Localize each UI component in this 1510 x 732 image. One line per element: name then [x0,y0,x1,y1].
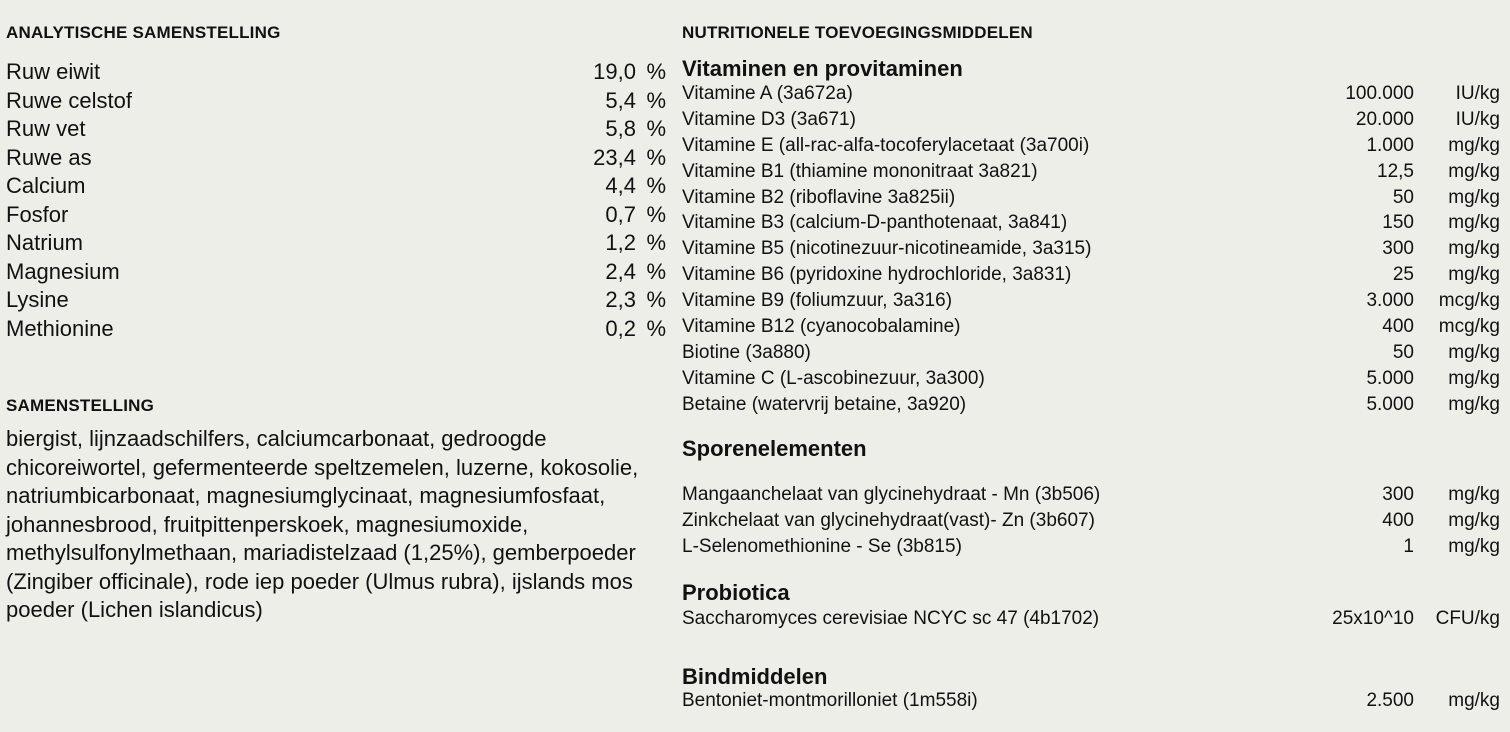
row-label: Betaine (watervrij betaine, 3a920) [682,393,967,415]
row-unit: IU/kg [1455,83,1500,104]
trace-elements-title: Sporenelementen [682,436,867,461]
row-unit: % [646,59,666,84]
row-unit: mg/kg [1448,509,1500,531]
row-label: L-Selenomethionine - Se (3b815) [682,535,962,557]
row-value: 5.000 [1366,367,1414,389]
row-value: 150 [1382,212,1414,234]
table-row [6,115,666,144]
row-value: 1.000 [1366,134,1414,156]
table-row [6,286,666,315]
row-unit: mg/kg [1448,212,1500,234]
row-value: 300 [1382,484,1414,505]
row-value: 100.000 [1345,83,1414,104]
row-unit: mg/kg [1448,484,1500,505]
row-label: Vitamine B1 (thiamine mononitraat 3a821) [682,160,1038,182]
row-label: Magnesium [6,258,120,284]
row-label: Saccharomyces cerevisiae NCYC sc 47 (4b1702) [682,608,1100,629]
row-unit: mg/kg [1448,367,1500,389]
table-row [682,262,1500,288]
row-value: 5,4 [605,87,636,113]
row-unit: % [646,201,666,227]
row-value: 5.000 [1366,393,1414,415]
table-row [682,688,1500,714]
table-row [6,258,666,287]
probiotics-title: Probiotica [682,580,790,605]
row-value: 4,4 [605,173,636,198]
additives-title: NUTRITIONELE TOEVOEGINGSMIDDELEN [682,23,1033,42]
row-value: 3.000 [1366,290,1414,312]
table-row [682,606,1500,632]
row-label: Vitamine D3 (3a671) [682,108,856,130]
table-row [6,58,666,87]
row-label: Fosfor [6,201,69,227]
row-unit: % [646,258,666,284]
probiotics-table [682,606,1500,632]
table-row [682,107,1500,133]
analytical-table [6,58,666,343]
row-unit: mg/kg [1448,393,1500,415]
composition-text: biergist, lijnzaadschilfers, calciumcarbonaat, gedroogde chicoreiwortel, gefermenteerde speltzemelen, luzerne, kokosolie, natriumbicarbonaat, magnesiumglycinaat, magnesiumfosfaat, johannesbrood, fruitpittenperskoek, magnesiumoxide, methylsulfonylmethaan, mariadistelzaad (1,25%), gemberpoeder (Zingiber officinale), rode iep poeder (Ulmus rubra), ijslands mos poeder (Lichen islandicus) [6,426,639,622]
table-row [682,133,1500,159]
row-label: Vitamine E (all-rac-alfa-tocoferylacetaat (3a700i) [682,134,1090,156]
vitamins-title: Vitaminen en provitaminen [682,56,963,81]
table-row [6,201,666,230]
row-label: Vitamine B6 (pyridoxine hydrochloride, 3a831) [682,264,1072,286]
row-unit: % [646,144,666,170]
row-label: Ruw vet [6,116,86,141]
row-label: Methionine [6,315,114,341]
table-row [682,159,1500,185]
table-row [682,534,1500,560]
binders-table [682,688,1500,714]
table-row [6,229,666,258]
row-label: Bentoniet-montmorilloniet (1m558i) [682,690,978,711]
row-unit: % [646,287,666,312]
table-row [6,144,666,173]
row-unit: % [646,173,666,198]
row-unit: mg/kg [1448,134,1500,156]
row-value: 25 [1392,264,1414,286]
row-unit: IU/kg [1455,108,1500,130]
table-row [682,482,1500,508]
table-row [682,81,1500,107]
row-label: Vitamine B9 (foliumzuur, 3a316) [682,290,953,312]
row-unit: mg/kg [1448,238,1500,260]
row-value: 12,5 [1377,160,1414,182]
row-label: Lysine [6,287,69,312]
row-value: 20.000 [1355,108,1414,130]
row-label: Natrium [6,230,84,255]
row-unit: mg/kg [1448,160,1500,182]
table-row [6,315,666,344]
table-row [682,314,1500,340]
vitamins-table [682,81,1500,418]
row-value: 25x10^10 [1332,608,1414,629]
row-value: 400 [1382,509,1414,531]
row-label: Ruwe celstof [6,87,132,113]
row-unit: mg/kg [1448,341,1500,363]
table-row [682,392,1500,418]
row-value: 300 [1382,238,1414,260]
table-row [682,508,1500,534]
row-label: Vitamine A (3a672a) [682,83,853,104]
table-row [682,210,1500,236]
row-value: 2.500 [1366,690,1414,711]
row-value: 23,4 [593,144,636,170]
row-unit: CFU/kg [1435,608,1500,629]
analytical-title: ANALYTISCHE SAMENSTELLING [6,23,281,42]
row-label: Zinkchelaat van glycinehydraat(vast)- Zn (3b607) [682,509,1095,531]
row-value: 0,7 [605,201,636,227]
table-row [682,185,1500,211]
row-value: 1,2 [605,230,636,255]
row-label: Mangaanchelaat van glycinehydraat - Mn (3b506) [682,484,1101,505]
row-label: Vitamine C (L-ascobinezuur, 3a300) [682,367,985,389]
row-value: 5,8 [605,116,636,141]
row-value: 2,3 [605,287,636,312]
row-unit: % [646,315,666,341]
row-unit: % [646,116,666,141]
row-value: 19,0 [593,59,636,84]
row-unit: mg/kg [1448,535,1500,557]
row-unit: mg/kg [1448,186,1500,208]
row-unit: mg/kg [1448,690,1500,711]
row-value: 2,4 [605,258,636,284]
composition-title: SAMENSTELLING [6,396,155,415]
row-label: Vitamine B2 (riboflavine 3a825ii) [682,186,956,208]
row-value: 50 [1392,341,1414,363]
trace-elements-table [682,482,1500,560]
row-label: Vitamine B12 (cyanocobalamine) [682,316,961,338]
row-unit: mcg/kg [1438,316,1500,338]
table-row [6,172,666,201]
row-unit: mcg/kg [1438,290,1500,312]
row-value: 0,2 [605,315,636,341]
table-row [682,236,1500,262]
binders-title: Bindmiddelen [682,664,828,689]
row-value: 400 [1382,316,1414,338]
row-label: Calcium [6,173,86,198]
row-unit: % [646,87,666,113]
row-label: Ruwe as [6,144,92,170]
row-value: 50 [1392,186,1414,208]
table-row [682,288,1500,314]
row-unit: % [646,230,666,255]
table-row [682,340,1500,366]
table-row [6,87,666,116]
row-unit: mg/kg [1448,264,1500,286]
table-row [682,366,1500,392]
row-label: Vitamine B3 (calcium-D-panthotenaat, 3a841) [682,212,1068,234]
row-label: Ruw eiwit [6,59,101,84]
row-label: Vitamine B5 (nicotinezuur-nicotineamide, 3a315) [682,238,1092,260]
row-label: Biotine (3a880) [682,341,811,363]
row-value: 1 [1403,535,1414,557]
